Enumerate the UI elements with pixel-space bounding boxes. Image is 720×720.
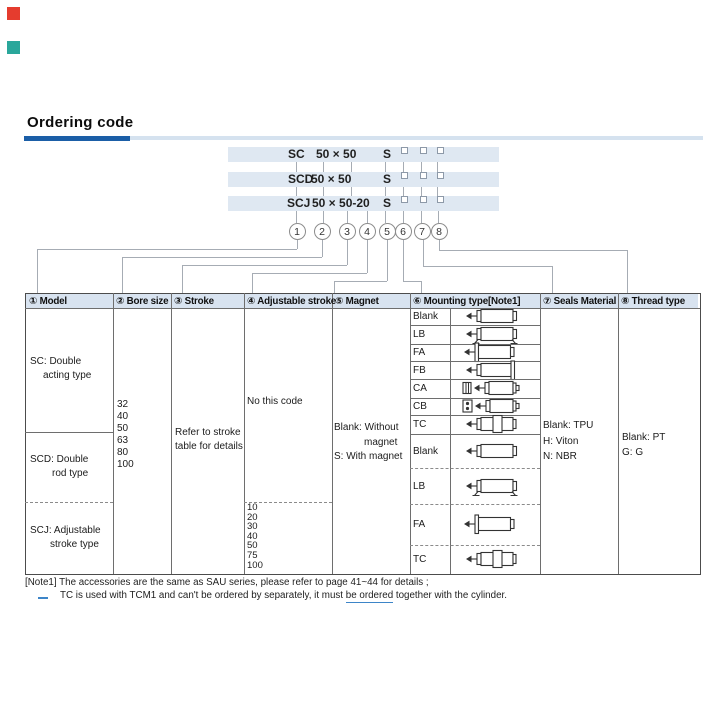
adjustable-value: 40 [247, 530, 258, 542]
connector-line [334, 281, 335, 293]
connector-line [37, 249, 38, 293]
note-line-2-post: together with the cylinder. [393, 590, 507, 601]
model-line: SCJ: Adjustable [30, 525, 101, 536]
cylinder-trunnion-icon [452, 545, 538, 574]
bore-size-value: 40 [117, 411, 129, 422]
bore-size-list [117, 399, 134, 471]
tick-line [437, 162, 438, 172]
tick-line [351, 162, 352, 172]
connector-line [421, 281, 422, 293]
option-box [401, 172, 408, 179]
code-size: 50 × 50 [316, 147, 357, 161]
mounting-code-label: TC [413, 419, 427, 430]
column-header-stroke: ③ Stroke [174, 295, 214, 307]
blue-dash-mark [38, 597, 48, 599]
divider-line [25, 432, 113, 433]
tick-line [385, 187, 386, 196]
option-box [420, 172, 427, 179]
adjustable-value: 75 [247, 549, 258, 561]
tick-line [296, 187, 297, 196]
cylinder-trunnion-icon [452, 415, 538, 434]
model-line: acting type [43, 370, 92, 381]
tick-line [403, 211, 404, 223]
column-divider [332, 293, 333, 574]
mounting-code-label: Blank [413, 311, 439, 322]
adjustable-stroke-note: No this code [247, 396, 303, 407]
position-badge-7: 7 [414, 223, 431, 240]
title-underline-accent [24, 136, 130, 141]
column-header-magnet: ⑤ Magnet [335, 295, 379, 307]
option-box [401, 196, 408, 203]
cylinder-front-flange-icon [452, 344, 538, 361]
connector-line [439, 240, 440, 250]
cylinder-front-flange-icon [452, 504, 538, 545]
tick-line [323, 187, 324, 196]
mounting-code-label: CA [413, 383, 427, 394]
tick-line [421, 211, 422, 223]
position-badge-5: 5 [379, 223, 396, 240]
bore-size-value: 63 [117, 435, 129, 446]
connector-line [37, 249, 297, 250]
code-magnet: S [383, 147, 392, 161]
tick-line [421, 187, 422, 196]
connector-line [627, 250, 628, 293]
adjustable-stroke-list [247, 503, 263, 570]
column-header-thread: ⑧ Thread type [621, 295, 685, 307]
connector-line [387, 240, 388, 281]
seals-options [543, 418, 593, 465]
mounting-subcolumn-divider [450, 308, 451, 574]
connector-line [334, 281, 387, 282]
connector-line [122, 257, 123, 293]
divider-line [25, 308, 700, 309]
option-box [437, 196, 444, 203]
code-row-sc [228, 147, 499, 162]
stroke-note [175, 426, 243, 454]
magnet-option: S: With magnet [334, 451, 403, 462]
column-header-adjustable: ④ Adjustable stroke [247, 295, 337, 307]
column-header-mounting: ⑥ Mounting type[Note1] [413, 295, 521, 307]
bore-size-value: 80 [117, 447, 129, 458]
model-entry-sc [30, 355, 91, 383]
connector-line [423, 266, 552, 267]
adjustable-value: 30 [247, 521, 258, 533]
seals-option: H: Viton [543, 435, 579, 447]
note-line-2 [60, 590, 507, 601]
model-entry-scj [30, 524, 101, 552]
note-line-1: [Note1] The accessories are the same as SAU series, please refer to page 41~44 for details ; [25, 577, 429, 588]
option-box [437, 172, 444, 179]
cylinder-rear-flange-icon [452, 361, 538, 379]
tick-line [437, 187, 438, 196]
title-underline-track [130, 136, 703, 140]
mounting-code-label: TC [413, 554, 427, 565]
magnet-option: Blank: Without [334, 422, 399, 433]
code-model: SCJ [287, 196, 311, 210]
tick-line [323, 162, 324, 172]
mounting-code-label: FA [413, 347, 426, 358]
tick-line [403, 162, 404, 172]
position-badge-6: 6 [395, 223, 412, 240]
connector-line [367, 240, 368, 273]
option-box [401, 147, 408, 154]
mounting-code-label: FA [413, 519, 426, 530]
code-row-scj [228, 196, 499, 211]
position-badge-3: 3 [339, 223, 356, 240]
code-size: 50 × 50 [311, 172, 352, 186]
mounting-code-label: LB [413, 480, 426, 492]
column-divider [171, 293, 172, 574]
model-line: stroke type [50, 539, 99, 550]
connector-line [403, 281, 421, 282]
magnet-options [334, 421, 402, 465]
connector-line [552, 266, 553, 293]
thread-options [622, 430, 665, 460]
option-box [420, 147, 427, 154]
column-divider [618, 293, 619, 574]
connector-line [297, 240, 298, 249]
connector-line [122, 257, 322, 258]
adjustable-value: 50 [247, 540, 258, 552]
connector-line [439, 250, 627, 251]
thread-option: Blank: PT [622, 432, 666, 443]
bore-size-value: 100 [117, 459, 134, 470]
tick-line [296, 162, 297, 172]
connector-line [347, 240, 348, 265]
connector-line [403, 240, 404, 281]
column-divider [540, 293, 541, 574]
note-line-2-pre: TC is used with TCM1 and can't be ordered by separately, it must [60, 590, 346, 601]
magnet-option: magnet [364, 436, 398, 448]
position-badge-1: 1 [289, 223, 306, 240]
code-model: SC [288, 147, 305, 161]
option-box [420, 196, 427, 203]
adjustable-value: 20 [247, 511, 258, 523]
tick-line [323, 211, 324, 223]
tick-line [351, 187, 352, 196]
bore-size-value: 50 [117, 423, 129, 434]
connector-line [182, 265, 347, 266]
position-badge-8: 8 [431, 223, 448, 240]
code-magnet: S [383, 196, 392, 210]
position-badge-2: 2 [314, 223, 331, 240]
code-magnet: S [383, 172, 392, 186]
mounting-code-label: Blank [413, 445, 439, 457]
tick-line [347, 211, 348, 223]
code-row-scd [228, 172, 499, 187]
page-title: Ordering code [27, 114, 134, 131]
mounting-code-label: LB [413, 329, 426, 340]
model-line: rod type [52, 468, 89, 479]
column-header-bore: ② Bore size [116, 295, 169, 307]
model-line: SCD: Double [30, 454, 89, 465]
bore-size-value: 32 [117, 399, 129, 410]
connector-line [252, 273, 253, 293]
option-box [437, 147, 444, 154]
underlined-text: be ordered [345, 590, 394, 601]
connector-line [182, 265, 183, 293]
seals-option: Blank: TPU [543, 420, 594, 431]
cylinder-clevis-b-icon [452, 398, 538, 415]
thread-option: G: G [622, 447, 644, 458]
code-model: SCD [288, 172, 314, 186]
column-header-model: ① Model [29, 295, 67, 307]
connector-line [322, 240, 323, 257]
tick-line [385, 211, 386, 223]
tick-line [421, 162, 422, 172]
tick-line [296, 211, 297, 223]
adjustable-value: 10 [247, 502, 258, 513]
connector-line [423, 240, 424, 266]
adjustable-value: 100 [247, 559, 263, 571]
cylinder-basic-icon [452, 308, 538, 325]
cylinder-basic-icon [452, 434, 538, 468]
dashed-divider-line [25, 502, 113, 503]
tick-line [403, 187, 404, 196]
model-entry-scd [30, 453, 88, 481]
position-badge-4: 4 [359, 223, 376, 240]
mounting-code-label: CB [413, 401, 427, 412]
teal-square-mark [7, 41, 20, 54]
red-square-mark [7, 7, 20, 20]
cylinder-foot-mount-icon [452, 468, 538, 504]
connector-line [252, 273, 367, 274]
tick-line [385, 162, 386, 172]
column-divider [244, 293, 245, 574]
mounting-code-label: FB [413, 364, 426, 376]
model-line: SC: Double [30, 356, 82, 367]
stroke-note-line: table for details [175, 441, 243, 452]
tick-line [438, 211, 439, 223]
column-divider [113, 293, 114, 574]
column-header-seals: ⑦ Seals Material [543, 295, 617, 307]
stroke-note-line: Refer to stroke [175, 427, 241, 438]
code-size: 50 × 50-20 [312, 196, 370, 210]
seals-option: N: NBR [543, 451, 577, 462]
tick-line [367, 211, 368, 223]
